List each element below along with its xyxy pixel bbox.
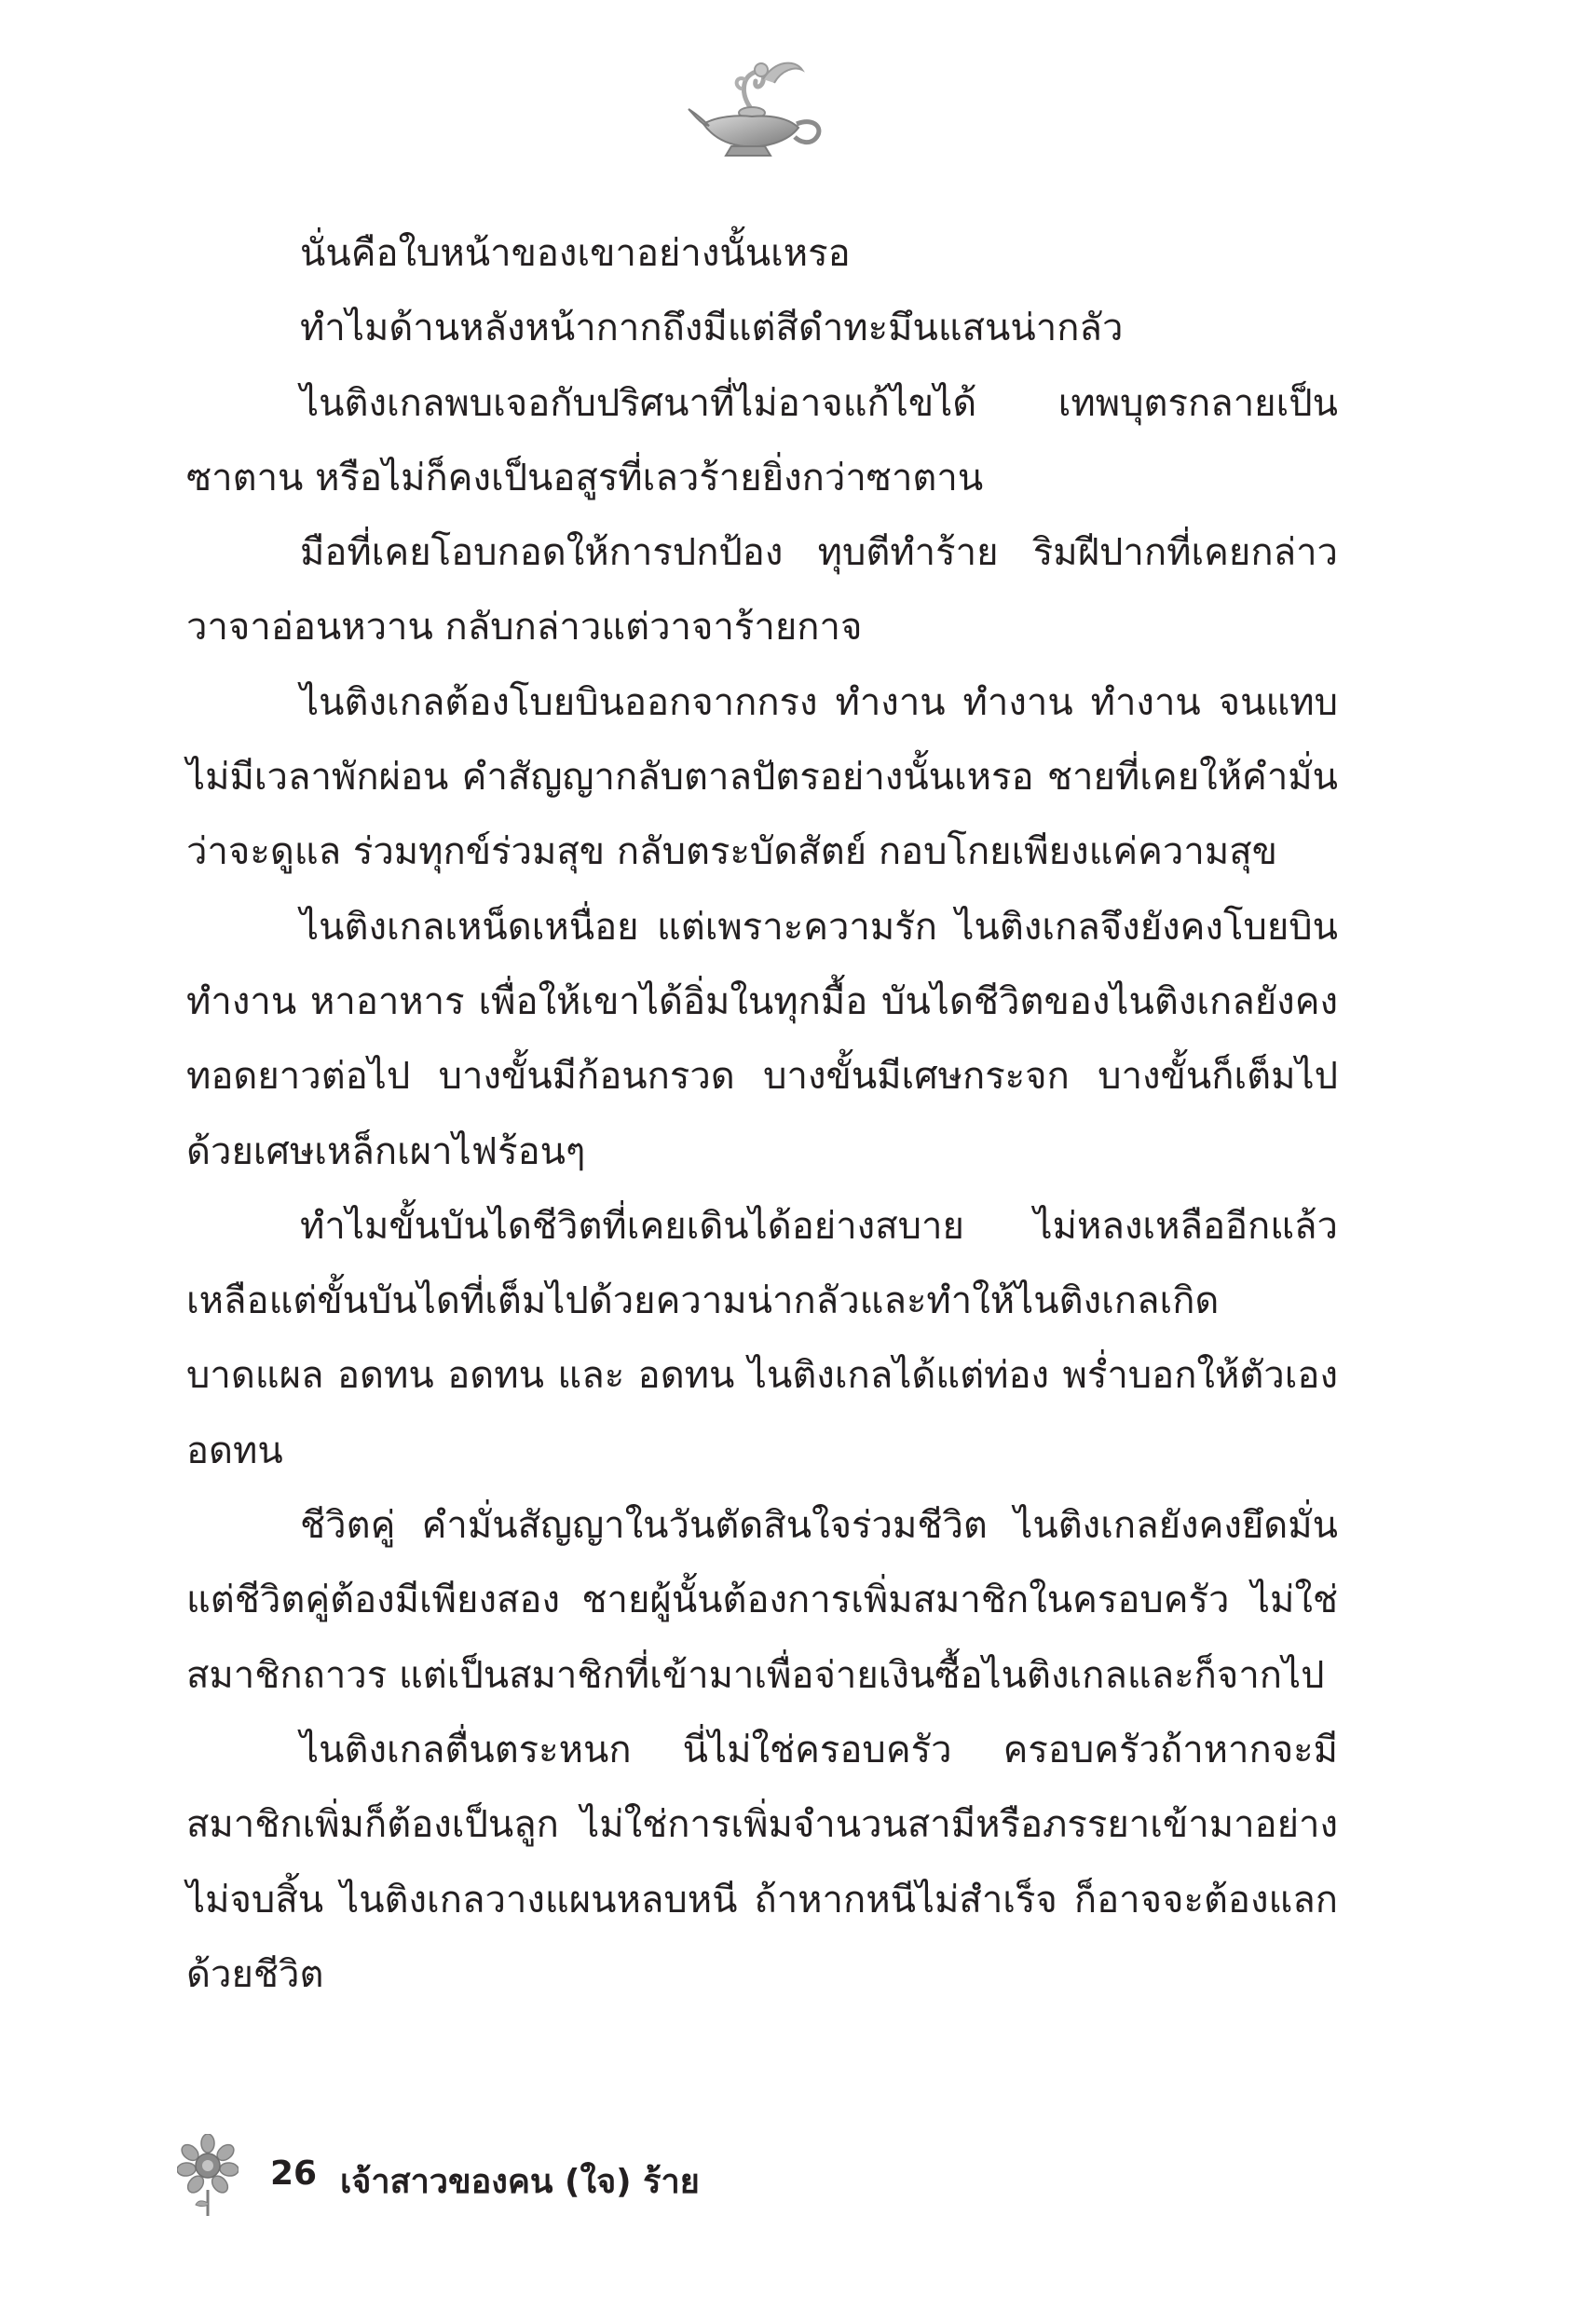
book-title: เจ้าสาวของคน (ใจ) ร้าย [340, 2163, 700, 2201]
body-text [186, 216, 1338, 2012]
paragraph: ไนติงเกลเหน็ดเหนื่อย แต่เพราะความรัก ไนติงเกลจึงยังคงโบยบิน ทำงาน หาอาหาร เพื่อให้เขาได้อิ่มในทุกมื้อ บันไดชีวิตของไนติงเกลยังคงทอดยาวต่อไป บางขั้นมีก้อนกรวด บางขั้นมีเศษกระจก บางขั้นก็เต็มไปด้วยเศษเหล็กเผาไฟร้อนๆ [186, 905, 1338, 1173]
lamp-ornament-icon [685, 51, 834, 163]
paragraph: ไนติงเกลต้องโบยบินออกจากกรง ทำงาน ทำงาน ทำงาน จนแทบไม่มีเวลาพักผ่อน คำสัญญากลับตาลปัตรอย่างนั้นเหรอ ชายที่เคยให้คำมั่นว่าจะดูแล ร่วมทุกข์ร่วมสุข กลับตระบัดสัตย์ กอบโกยเพียงแค่ความสุข [186, 680, 1338, 874]
paragraph: ชีวิตคู่ คำมั่นสัญญาในวันตัดสินใจร่วมชีวิต ไนติงเกลยังคงยึดมั่น แต่ชีวิตคู่ต้องมีเพียงสอง ชายผู้นั้นต้องการเพิ่มสมาชิกในครอบครัว ไม่ใช่สมาชิกถาวร แต่เป็นสมาชิกที่เข้ามาเพื่อจ่ายเงินซื้อไนติงเกลและก็จากไป [186, 1504, 1338, 1697]
paragraph: ไนติงเกลพบเจอกับปริศนาที่ไม่อาจแก้ไขได้ เทพบุตรกลายเป็นซาตาน หรือไม่ก็คงเป็นอสูรที่เลวร้ายยิ่งกว่าซาตาน [186, 381, 1338, 499]
paragraph: มือที่เคยโอบกอดให้การปกป้อง ทุบตีทำร้าย ริมฝีปากที่เคยกล่าววาจาอ่อนหวาน กลับกล่าวแต่วาจาร้ายกาจ [186, 531, 1338, 650]
flower-ornament-icon [177, 2134, 239, 2218]
paragraph: ทำไมขั้นบันไดชีวิตที่เคยเดินได้อย่างสบาย ไม่หลงเหลืออีกแล้ว เหลือแต่ขั้นบันไดที่เต็มไปด้วยความน่ากลัวและทำให้ไนติงเกลเกิดบาดแผล อดทน อดทน และ อดทน ไนติงเกลได้แต่ท่อง พร่ำบอกให้ตัวเองอดทน [186, 1204, 1338, 1472]
paragraph: ไนติงเกลตื่นตระหนก นี่ไม่ใช่ครอบครัว ครอบครัวถ้าหากจะมีสมาชิกเพิ่มก็ต้องเป็นลูก ไม่ใช่การเพิ่มจำนวนสามีหรือภรรยาเข้ามาอย่างไม่จบสิ้น ไนติงเกลวางแผนหลบหนี ถ้าหากหนีไม่สำเร็จ ก็อาจจะต้องแลกด้วยชีวิต [186, 1728, 1338, 1996]
page-footer [177, 2134, 829, 2218]
page-number: 26 [270, 2154, 318, 2193]
paragraph: ทำไมด้านหลังหน้ากากถึงมีแต่สีดำทะมึนแสนน่ากลัว [300, 307, 1124, 350]
paragraph: นั่นคือใบหน้าของเขาอย่างนั้นเหรอ [300, 232, 851, 275]
